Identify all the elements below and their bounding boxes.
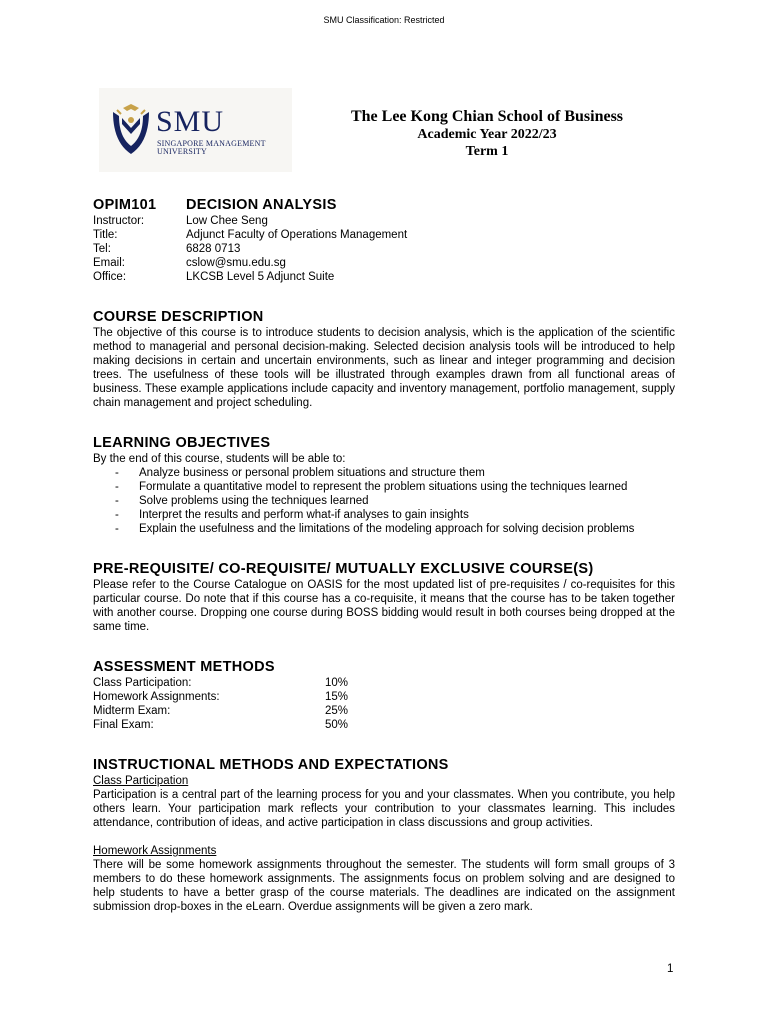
info-row-title <box>93 228 675 242</box>
list-item-text: Formulate a quantitative model to represent the problem situations using the techniques learned <box>139 481 628 493</box>
subheading-homework-assignments: Homework Assignments <box>93 845 217 857</box>
course-title: DECISION ANALYSIS <box>186 197 337 213</box>
info-row-email <box>93 256 675 270</box>
assessment-row <box>93 718 675 732</box>
bullet-dash: - <box>115 467 119 479</box>
assessment-value: 25% <box>325 705 349 717</box>
course-description-text: The objective of this course is to introduce students to decision analysis, which is the application of the scientific method to managerial and personal decision-making. Selected decision analysis tools will be introduced to help making decisions in certain and uncertain environments, such as linear and integer programming and decision trees. The usefulness of these tools will be illustrated through examples drawn from all functional areas of business. These example applications include capacity and inventory management, portfolio management, supply chain management and project scheduling. <box>93 327 675 409</box>
school-header <box>300 108 674 160</box>
list-item-text: Interpret the results and perform what-if analyses to gain insights <box>139 509 469 521</box>
info-label: Email: <box>93 257 125 269</box>
list-item <box>93 466 675 480</box>
section-title-learning-objectives: LEARNING OBJECTIVES <box>93 435 271 451</box>
academic-year: Academic Year 2022/23 <box>417 127 557 142</box>
list-item-text: Analyze business or personal problem situations and structure them <box>139 467 485 479</box>
info-label: Tel: <box>93 243 111 255</box>
list-item <box>93 508 675 522</box>
classification-label: SMU Classification: Restricted <box>323 15 445 25</box>
bullet-dash: - <box>115 509 119 521</box>
list-item <box>93 522 675 536</box>
bullet-dash: - <box>115 481 119 493</box>
logo-subtitle-line-1: SINGAPORE MANAGEMENT <box>157 139 266 148</box>
assessment-row <box>93 690 675 704</box>
section-title-prerequisite: PRE-REQUISITE/ CO-REQUISITE/ MUTUALLY EXCLUSIVE COURSE(S) <box>93 561 594 577</box>
assessment-value: 10% <box>325 677 349 689</box>
info-row-office <box>93 270 675 284</box>
term: Term 1 <box>465 144 509 159</box>
info-value: Low Chee Seng <box>186 215 268 227</box>
info-value: cslow@smu.edu.sg <box>186 257 286 269</box>
instructor-info <box>93 214 675 284</box>
section-title-course-description: COURSE DESCRIPTION <box>93 309 264 325</box>
school-name: The Lee Kong Chian School of Business <box>350 108 624 125</box>
logo-wordmark: SMU <box>156 105 225 138</box>
list-item-text: Solve problems using the techniques learned <box>139 495 369 507</box>
info-label: Title: <box>93 229 118 241</box>
info-row-instructor <box>93 214 675 228</box>
smu-crest-icon <box>109 102 153 158</box>
smu-logo <box>99 88 292 172</box>
info-label: Office: <box>93 271 127 283</box>
subheading-class-participation: Class Participation <box>93 775 189 787</box>
bullet-dash: - <box>115 495 119 507</box>
section-title-assessment: ASSESSMENT METHODS <box>93 659 275 675</box>
info-value: LKCSB Level 5 Adjunct Suite <box>186 271 335 283</box>
assessment-label: Midterm Exam: <box>93 705 171 717</box>
assessment-row <box>93 704 675 718</box>
objectives-list <box>93 466 675 536</box>
assessment-row <box>93 676 675 690</box>
page-number: 1 <box>667 963 674 975</box>
list-item <box>93 480 675 494</box>
prerequisite-text: Please refer to the Course Catalogue on OASIS for the most updated list of pre-requisites / co-requisites for this particular course. Do note that if this course has a co-requisite, it means that the course has to be taken together with another course. Dropping one course during BOSS bidding would result in both courses being dropped at the same time. <box>93 579 675 633</box>
course-code: OPIM101 <box>93 197 157 213</box>
info-label: Instructor: <box>93 215 145 227</box>
assessment-value: 15% <box>325 691 349 703</box>
objectives-intro: By the end of this course, students will be able to: <box>93 453 346 465</box>
list-item-text: Explain the usefulness and the limitations of the modeling approach for solving decision problems <box>139 523 635 535</box>
homework-text: There will be some homework assignments throughout the semester. The students will form small groups of 3 members to do these homework assignments. The assignments focus on problem solving and are designed to help students to have a better grasp of the course materials. The deadlines are indicated on the assignment submission drop-boxes in the eLearn. Overdue assignments will be given a zero mark. <box>93 859 675 913</box>
assessment-list <box>93 676 675 732</box>
info-value: 6828 0713 <box>186 243 241 255</box>
assessment-label: Class Participation: <box>93 677 192 689</box>
info-row-tel <box>93 242 675 256</box>
list-item <box>93 494 675 508</box>
section-title-instructional-methods: INSTRUCTIONAL METHODS AND EXPECTATIONS <box>93 757 449 773</box>
info-value: Adjunct Faculty of Operations Management <box>186 229 408 241</box>
participation-text: Participation is a central part of the learning process for you and your classmates. When you contribute, you help others learn. Your participation mark reflects your contribution to your classmates learning. This includes attendance, contribution of ideas, and active participation in class discussions and group activities. <box>93 789 675 829</box>
assessment-value: 50% <box>325 719 349 731</box>
document-body <box>93 196 675 914</box>
bullet-dash: - <box>115 523 119 535</box>
assessment-label: Final Exam: <box>93 719 154 731</box>
assessment-label: Homework Assignments: <box>93 691 220 703</box>
course-heading <box>93 196 675 214</box>
logo-subtitle-line-2: UNIVERSITY <box>157 147 207 156</box>
